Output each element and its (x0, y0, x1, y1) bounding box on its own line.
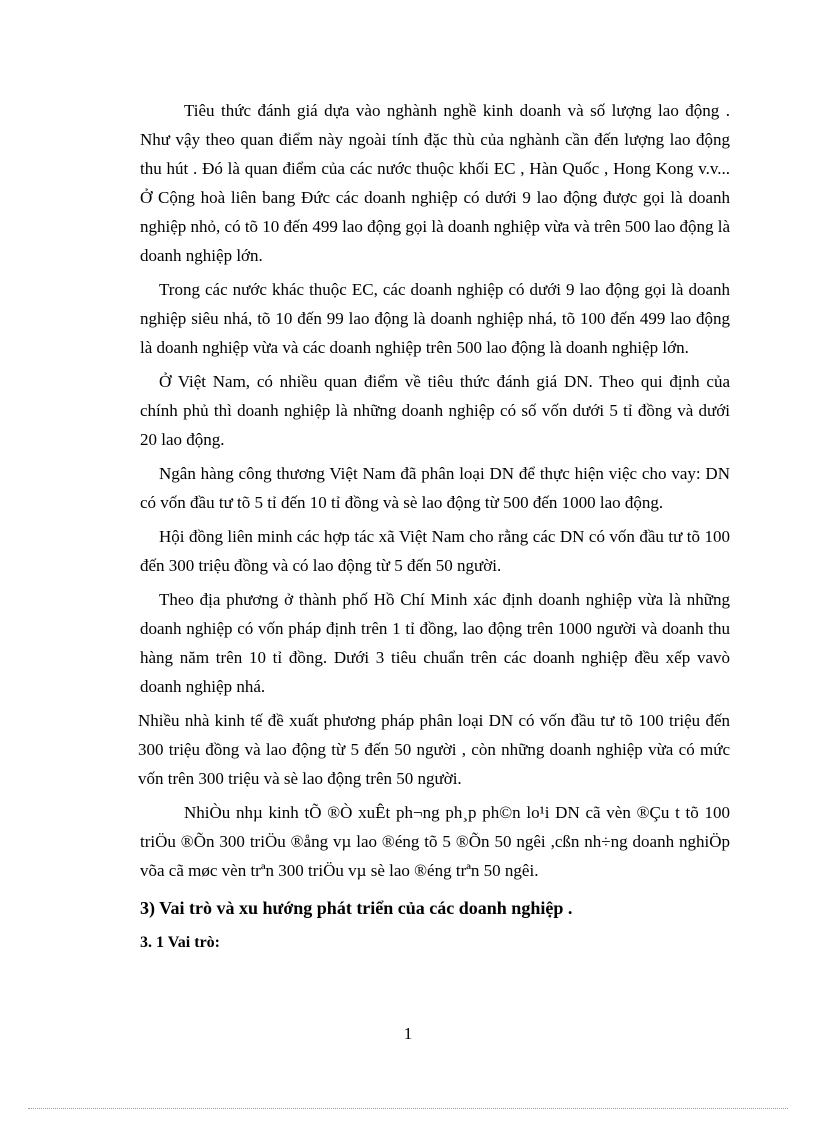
paragraph-vietnam: Ở Việt Nam, có nhiều quan điểm về tiêu thức đánh giá DN. Theo qui định của chính phủ thì doanh nghiệp là những doanh nghiệp có số vốn dưới 5 tỉ đồng và dưới 20 lao động. (140, 372, 730, 449)
paragraph-garbled-encoding: NhiÒu nhµ kinh tÕ ®Ò xuÊt ph¬ng ph¸p ph©n lo¹i DN cã vèn ®Çu t tõ 100 triÖu ®Õn 300 triÖu ®ång vµ lao ®éng tõ 5 ®Õn 50 ngêi ,cßn nh÷ng doanh nghiÖp võa cã møc vèn trªn 300 triÖu vµ sè lao ®éng trªn 50 ngêi. (140, 803, 730, 880)
section-heading: 3) Vai trò và xu hướng phát triển của các doanh nghiệp . (140, 898, 573, 918)
paragraph-economists: Nhiều nhà kinh tế đề xuất phương pháp phân loại DN có vốn đầu tư tõ 100 triệu đến 300 triệu đồng và lao động từ 5 đến 50 người , còn những doanh nghiệp vừa có mức vốn trên 300 triệu và sè lao động trên 50 người. (138, 711, 730, 788)
paragraph-ec-countries: Trong các nước khác thuộc EC, các doanh nghiệp có dưới 9 lao động gọi là doanh nghiệp siêu nhá, tõ 10 đến 99 lao động là doanh nghiệp nhá, tõ 100 đến 499 lao động là doanh nghiệp vừa và các doanh nghiệp trên 500 lao động là doanh nghiệp lớn. (140, 280, 730, 357)
paragraph-cooperative: Hội đồng liên minh các hợp tác xã Việt Nam cho rằng các DN có vốn đầu tư tõ 100 đến 300 triệu đồng và có lao động từ 5 đến 50 người. (140, 527, 730, 575)
document-body (140, 96, 730, 957)
subsection-heading: 3. 1 Vai trò: (140, 934, 220, 951)
paragraph-criteria: Tiêu thức đánh giá dựa vào nghành nghề kinh doanh và số lượng lao động . Như vậy theo quan điểm này ngoài tính đặc thù của nghành cần đến lượng lao động thu hút . Đó là quan điểm của các nước thuộc khối EC , Hàn Quốc , Hong Kong v.v... Ở Cộng hoà liên bang Đức các doanh nghiệp có dưới 9 lao động được gọi là doanh nghiệp nhỏ, có tõ 10 đến 499 lao động gọi là doanh nghiệp vừa và trên 500 lao động là doanh nghiệp lớn. (140, 101, 730, 265)
paragraph-bank: Ngân hàng công thương Việt Nam đã phân loại DN để thực hiện việc cho vay: DN có vốn đầu tư tõ 5 tỉ đến 10 tỉ đồng và sè lao động từ 500 đến 1000 lao động. (140, 464, 730, 512)
paragraph-hcmc: Theo địa phương ở thành phố Hồ Chí Minh xác định doanh nghiệp vừa là những doanh nghiệp có vốn pháp định trên 1 tỉ đồng, lao động trên 1000 người và doanh thu hàng năm trên 10 tỉ đồng. Dưới 3 tiêu chuẩn trên các doanh nghiệp đều xếp vavò doanh nghiệp nhá. (140, 590, 730, 696)
page-bottom-divider (28, 1108, 788, 1109)
page-number: 1 (403, 1024, 413, 1043)
